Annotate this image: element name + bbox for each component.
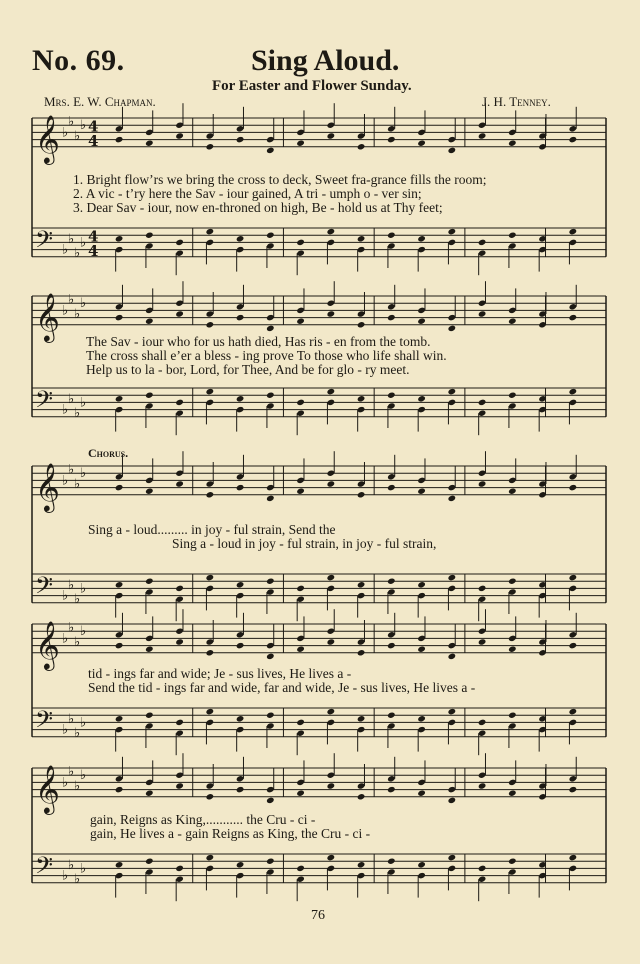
note-head xyxy=(569,786,578,793)
note-head xyxy=(296,140,305,147)
note-head xyxy=(417,235,426,242)
flat-icon: ♭ xyxy=(68,231,75,247)
note-head xyxy=(115,861,124,868)
note-head xyxy=(478,782,487,789)
flat-icon: ♭ xyxy=(62,588,69,604)
chorus-1-lower-lyrics: Sing a - loud in joy - ful strain, in joy - ful strain, xyxy=(172,536,437,551)
verse-3-line-1: 3. Dear Sav - iour, now en-throned on high, Be - hold us at Thy feet; xyxy=(73,200,443,215)
note-head xyxy=(236,395,245,402)
time-signature-bottom: 4 xyxy=(88,131,99,150)
note-head xyxy=(508,232,517,239)
flat-icon: ♭ xyxy=(80,235,87,251)
flat-icon: ♭ xyxy=(62,722,69,738)
flat-icon: ♭ xyxy=(62,303,69,319)
lyricist-credit: Mrs. E. W. Chapman. xyxy=(44,94,156,109)
note-head xyxy=(508,392,517,399)
note-head xyxy=(145,318,154,325)
flat-icon: ♭ xyxy=(62,125,69,141)
note-head xyxy=(145,488,154,495)
note-head xyxy=(266,578,275,585)
note-heads xyxy=(115,103,577,901)
note-head xyxy=(569,388,578,395)
bass-clef-icon: 𝄢 xyxy=(35,571,54,605)
note-head xyxy=(145,790,154,797)
note-head xyxy=(206,708,215,715)
note-head xyxy=(296,719,305,726)
treble-clef-icon: 𝄞 xyxy=(35,763,60,813)
note-head xyxy=(569,708,578,715)
flat-icon: ♭ xyxy=(74,307,81,322)
note-head xyxy=(236,235,245,242)
flat-icon: ♭ xyxy=(68,711,75,727)
note-head xyxy=(206,143,215,150)
flat-icon: ♭ xyxy=(80,466,87,482)
note-head xyxy=(417,488,426,495)
note-head xyxy=(236,861,245,868)
note-head xyxy=(417,715,426,722)
treble-clef-icon: 𝄞 xyxy=(35,113,60,163)
note-head xyxy=(145,232,154,239)
note-head xyxy=(266,797,275,804)
note-head xyxy=(387,232,396,239)
verse-2-line-1: 2. A vic - t’ry here the Sav - iour gained, A tri - umph o - ver sin; xyxy=(73,186,422,201)
note-head xyxy=(175,719,184,726)
note-head xyxy=(478,719,487,726)
note-head xyxy=(266,147,275,154)
note-head xyxy=(266,495,275,502)
note-head xyxy=(115,581,124,588)
note-head xyxy=(236,581,245,588)
note-head xyxy=(206,793,215,800)
note-head xyxy=(357,491,366,498)
treble-clef-icon: 𝄞 xyxy=(35,619,60,669)
note-head xyxy=(478,480,487,487)
bass-clef-icon: 𝄢 xyxy=(35,851,54,885)
note-head xyxy=(175,399,184,406)
note-head xyxy=(569,484,578,491)
note-head xyxy=(478,132,487,139)
note-head xyxy=(236,786,245,793)
note-head xyxy=(387,484,396,491)
note-head xyxy=(206,649,215,656)
note-head xyxy=(145,646,154,653)
flat-icon: ♭ xyxy=(62,868,69,884)
flat-icon: ♭ xyxy=(74,129,81,144)
note-head xyxy=(145,858,154,865)
flat-icon: ♭ xyxy=(68,114,75,130)
note-head xyxy=(508,318,517,325)
flat-icon: ♭ xyxy=(74,779,81,794)
note-head xyxy=(175,585,184,592)
note-head xyxy=(387,712,396,719)
note-head xyxy=(296,399,305,406)
note-head xyxy=(296,318,305,325)
flat-icon: ♭ xyxy=(68,462,75,478)
note-head xyxy=(478,310,487,317)
bass-clef-icon: 𝄢 xyxy=(35,225,54,259)
note-head xyxy=(296,865,305,872)
note-head xyxy=(236,715,245,722)
note-head xyxy=(296,239,305,246)
flat-icon: ♭ xyxy=(80,861,87,877)
note-head xyxy=(175,782,184,789)
note-head xyxy=(327,708,336,715)
note-head xyxy=(448,797,457,804)
note-head xyxy=(478,638,487,645)
flat-icon: ♭ xyxy=(62,242,69,258)
note-head xyxy=(569,314,578,321)
note-head xyxy=(115,786,124,793)
note-head xyxy=(508,646,517,653)
note-head xyxy=(266,858,275,865)
note-head xyxy=(417,140,426,147)
note-head xyxy=(357,395,366,402)
flat-icon: ♭ xyxy=(68,391,75,407)
note-head xyxy=(387,578,396,585)
note-head xyxy=(327,782,336,789)
note-head xyxy=(327,388,336,395)
note-head xyxy=(236,136,245,143)
flat-icon: ♭ xyxy=(68,764,75,780)
note-head xyxy=(266,232,275,239)
flat-icon: ♭ xyxy=(74,406,81,422)
note-head xyxy=(206,854,215,861)
note-head xyxy=(115,642,124,649)
flat-icon: ♭ xyxy=(74,477,81,492)
note-head xyxy=(448,388,457,395)
note-head xyxy=(417,581,426,588)
note-head xyxy=(357,581,366,588)
flat-icon: ♭ xyxy=(62,631,69,647)
note-head xyxy=(327,854,336,861)
flat-icon: ♭ xyxy=(62,473,69,489)
note-head xyxy=(206,491,215,498)
note-head xyxy=(569,136,578,143)
note-head xyxy=(296,585,305,592)
flat-icon: ♭ xyxy=(74,246,81,262)
note-head xyxy=(236,484,245,491)
note-head xyxy=(115,395,124,402)
note-head xyxy=(357,715,366,722)
chorus-1-upper-lyrics: Sing a - loud......... in joy - ful strain, Send the xyxy=(88,522,336,537)
note-head xyxy=(327,310,336,317)
note-head xyxy=(478,585,487,592)
note-head xyxy=(357,235,366,242)
flat-icon: ♭ xyxy=(80,624,87,640)
note-head xyxy=(478,239,487,246)
note-head xyxy=(327,574,336,581)
verse-3-line-2: Help us to la - bor, Lord, for Thee, And be for glo - ry meet. xyxy=(86,362,410,377)
note-head xyxy=(448,147,457,154)
note-head xyxy=(448,574,457,581)
flat-icon: ♭ xyxy=(80,296,87,312)
note-head xyxy=(327,480,336,487)
flat-icon: ♭ xyxy=(74,726,81,742)
note-head xyxy=(175,480,184,487)
note-head xyxy=(327,228,336,235)
flat-icon: ♭ xyxy=(68,577,75,593)
note-head xyxy=(266,653,275,660)
treble-clef-icon: 𝄞 xyxy=(35,291,60,341)
note-head xyxy=(296,488,305,495)
note-head xyxy=(508,790,517,797)
note-head xyxy=(236,314,245,321)
note-head xyxy=(508,712,517,719)
flat-icon: ♭ xyxy=(80,395,87,411)
note-head xyxy=(145,392,154,399)
note-head xyxy=(417,790,426,797)
note-head xyxy=(569,228,578,235)
note-head xyxy=(508,488,517,495)
time-signature-top: 4 xyxy=(88,117,99,136)
note-head xyxy=(417,395,426,402)
note-head xyxy=(327,638,336,645)
note-head xyxy=(206,321,215,328)
time-signature-bottom: 4 xyxy=(88,241,99,260)
bass-clef-icon: 𝄢 xyxy=(35,385,54,419)
note-head xyxy=(115,484,124,491)
note-head xyxy=(357,321,366,328)
verse-2-line-2: The cross shall e’er a bless - ing prove To those who life shall win. xyxy=(86,348,447,363)
note-head xyxy=(448,708,457,715)
flat-icon: ♭ xyxy=(80,581,87,597)
time-signature-top: 4 xyxy=(88,227,99,246)
note-head xyxy=(387,858,396,865)
note-head xyxy=(478,399,487,406)
note-head xyxy=(448,653,457,660)
flat-icon: ♭ xyxy=(74,872,81,888)
note-head xyxy=(387,392,396,399)
note-head xyxy=(266,712,275,719)
note-head xyxy=(175,239,184,246)
flat-icon: ♭ xyxy=(74,592,81,608)
chorus-label: Chorus. xyxy=(88,446,129,460)
flat-icon: ♭ xyxy=(68,292,75,308)
note-head xyxy=(478,865,487,872)
note-head xyxy=(417,646,426,653)
note-head xyxy=(357,861,366,868)
note-head xyxy=(266,392,275,399)
note-head xyxy=(508,578,517,585)
note-head xyxy=(175,865,184,872)
note-head xyxy=(175,132,184,139)
hymn-number: No. 69. xyxy=(32,44,125,77)
note-head xyxy=(387,786,396,793)
note-head xyxy=(115,235,124,242)
note-head xyxy=(175,638,184,645)
note-head xyxy=(569,854,578,861)
note-head xyxy=(569,574,578,581)
note-head xyxy=(417,318,426,325)
note-head xyxy=(296,646,305,653)
hymn-subtitle: For Easter and Flower Sunday. xyxy=(212,78,412,94)
bass-clef-icon: 𝄢 xyxy=(35,705,54,739)
flat-icon: ♭ xyxy=(74,635,81,650)
note-head xyxy=(448,325,457,332)
note-head xyxy=(357,793,366,800)
note-head xyxy=(448,495,457,502)
note-head xyxy=(387,314,396,321)
note-head xyxy=(417,861,426,868)
verse-1-line-1: 1. Bright flow’rs we bring the cross to deck, Sweet fra-grance fills the room; xyxy=(73,172,487,187)
note-head xyxy=(206,574,215,581)
staff-lines xyxy=(32,114,606,887)
note-head xyxy=(448,228,457,235)
note-head xyxy=(448,854,457,861)
note-head xyxy=(508,858,517,865)
flat-icon: ♭ xyxy=(80,768,87,784)
note-head xyxy=(357,649,366,656)
flat-icon: ♭ xyxy=(68,620,75,636)
flat-icon: ♭ xyxy=(62,775,69,791)
note-head xyxy=(145,712,154,719)
note-head xyxy=(569,642,578,649)
note-head xyxy=(206,228,215,235)
flat-icon: ♭ xyxy=(62,402,69,418)
note-head xyxy=(145,140,154,147)
note-head xyxy=(266,325,275,332)
note-head xyxy=(508,140,517,147)
note-head xyxy=(357,143,366,150)
flat-icon: ♭ xyxy=(80,715,87,731)
note-head xyxy=(145,578,154,585)
note-head xyxy=(115,715,124,722)
note-head xyxy=(115,136,124,143)
verse-1-line-2: The Sav - iour who for us hath died, Has ris - en from the tomb. xyxy=(86,334,431,349)
page-number: 76 xyxy=(311,908,325,923)
note-head xyxy=(175,310,184,317)
note-head xyxy=(387,642,396,649)
note-head xyxy=(387,136,396,143)
chorus-3-lower-lyrics: gain, He lives a - gain Reigns as King, the Cru - ci - xyxy=(90,826,371,841)
note-head xyxy=(115,314,124,321)
note-head xyxy=(206,388,215,395)
note-head xyxy=(236,642,245,649)
flat-icon: ♭ xyxy=(80,118,87,134)
treble-clef-icon: 𝄞 xyxy=(35,461,60,511)
chorus-2-lower-lyrics: Send the tid - ings far and wide, far and wide, Je - sus lives, He lives a - xyxy=(88,680,476,695)
chorus-3-upper-lyrics: gain, Reigns as King,........... the Cru - ci - xyxy=(90,812,316,827)
chorus-2-upper-lyrics: tid - ings far and wide; Je - sus lives, He lives a - xyxy=(88,666,352,681)
flat-icon: ♭ xyxy=(68,857,75,873)
note-head xyxy=(327,132,336,139)
hymn-title: Sing Aloud. xyxy=(251,44,400,77)
note-head xyxy=(296,790,305,797)
composer-credit: J. H. Tenney. xyxy=(482,94,551,109)
